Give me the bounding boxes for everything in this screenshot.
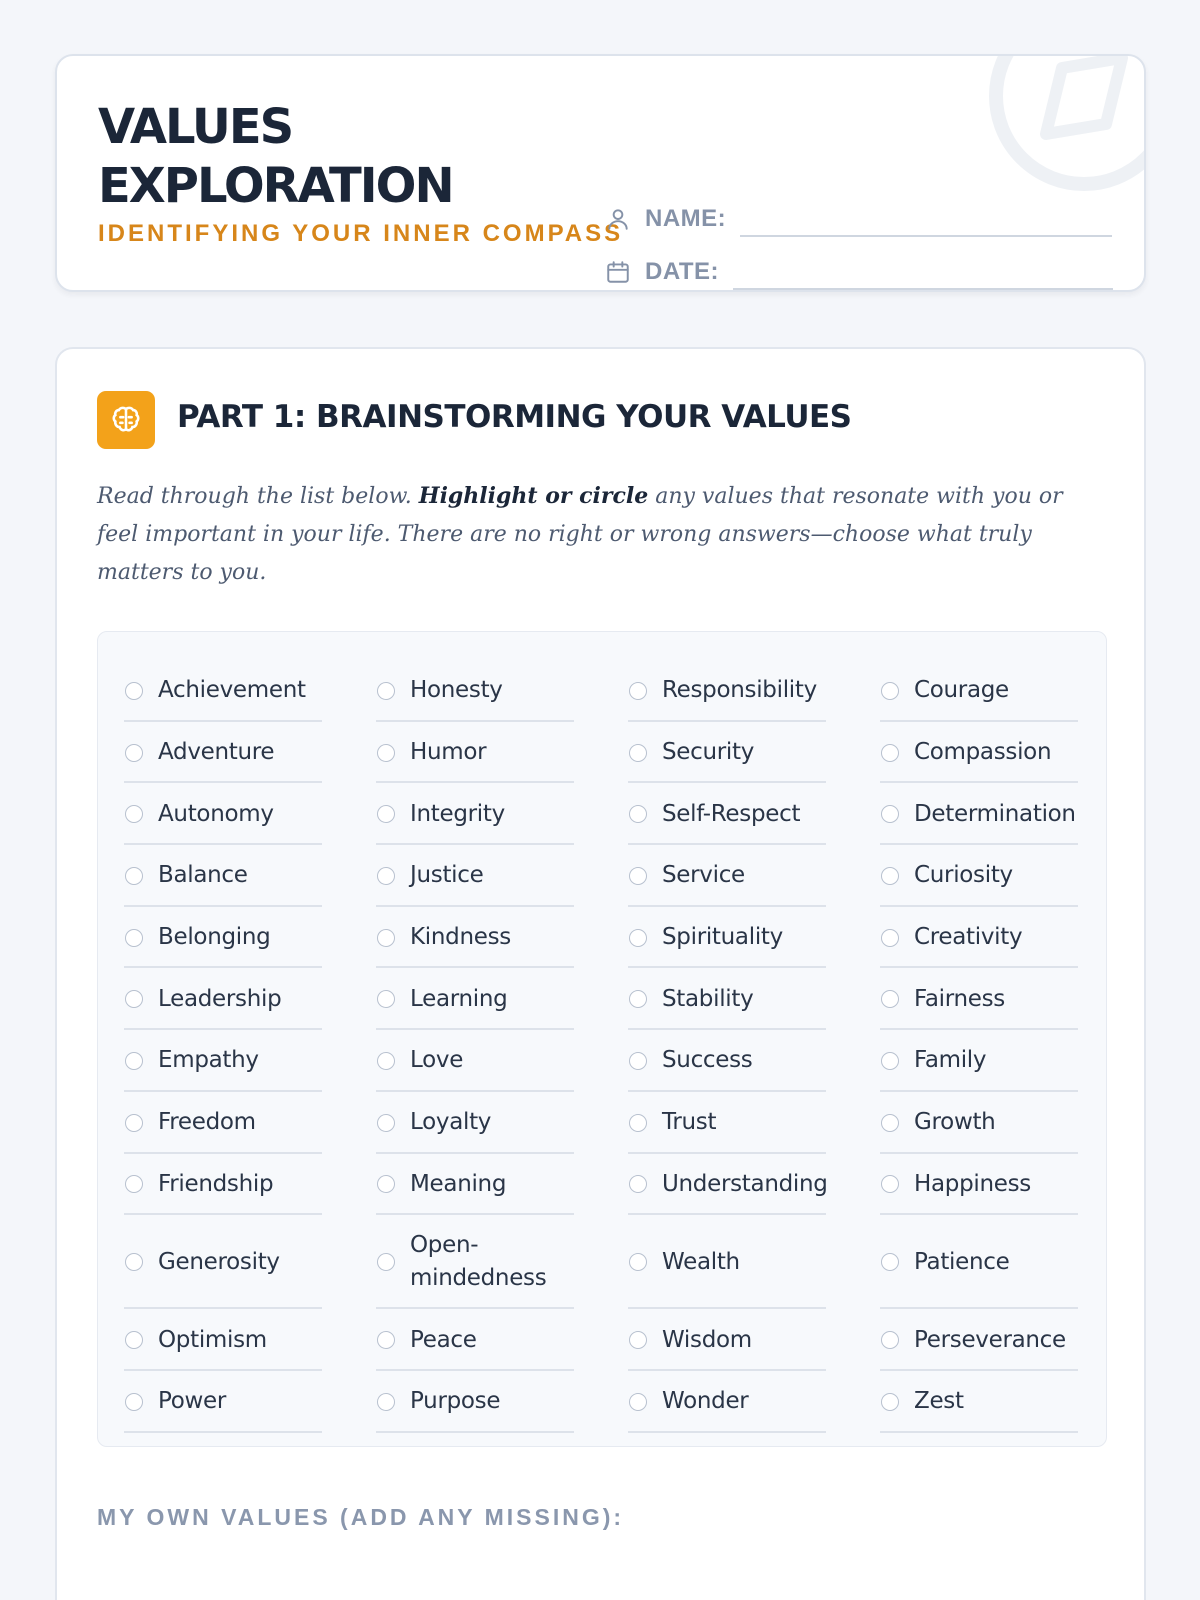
value-label: Service [662,862,745,889]
value-item[interactable] [124,1309,322,1371]
value-checkbox[interactable] [125,805,143,823]
calendar-icon [605,259,631,285]
value-item[interactable] [880,1215,1078,1309]
value-checkbox[interactable] [629,1393,647,1411]
value-label: Honesty [410,677,503,704]
value-item[interactable] [376,1030,574,1092]
value-checkbox[interactable] [881,1253,899,1271]
value-item[interactable] [376,907,574,969]
value-item[interactable] [376,1371,574,1433]
date-input-line[interactable] [733,288,1113,290]
value-item[interactable] [628,1371,826,1433]
part1-instructions [97,477,1077,592]
value-item[interactable] [880,1371,1078,1433]
value-label: Spirituality [662,924,783,951]
value-checkbox[interactable] [881,1393,899,1411]
value-checkbox[interactable] [629,682,647,700]
value-checkbox[interactable] [125,1175,143,1193]
value-checkbox[interactable] [125,1331,143,1349]
value-checkbox[interactable] [629,1253,647,1271]
value-item[interactable] [124,907,322,969]
value-checkbox[interactable] [377,805,395,823]
value-item[interactable] [628,783,826,845]
value-checkbox[interactable] [125,867,143,885]
values-grid [124,660,1080,1433]
date-label: DATE: [645,258,720,285]
value-item[interactable] [628,1154,826,1216]
value-label: Optimism [158,1326,267,1353]
value-item[interactable] [628,1215,826,1309]
value-checkbox[interactable] [629,1331,647,1349]
value-checkbox[interactable] [125,682,143,700]
value-label: Stability [662,985,754,1012]
value-label: Achievement [158,677,306,704]
value-item[interactable] [628,968,826,1030]
value-item[interactable] [628,1030,826,1092]
value-item[interactable] [880,660,1078,722]
value-item[interactable] [124,722,322,784]
value-item[interactable] [880,1092,1078,1154]
value-checkbox[interactable] [125,1114,143,1132]
value-label: Peace [410,1326,477,1353]
value-item[interactable] [124,1030,322,1092]
value-label: Happiness [914,1170,1031,1197]
value-label: Belonging [158,924,271,951]
value-item[interactable] [880,907,1078,969]
value-item[interactable] [628,722,826,784]
value-label: Love [410,1047,464,1074]
value-checkbox[interactable] [125,990,143,1008]
part1-card [55,347,1146,1600]
value-checkbox[interactable] [377,744,395,762]
value-checkbox[interactable] [125,1393,143,1411]
value-item[interactable] [124,1371,322,1433]
value-checkbox[interactable] [629,929,647,947]
title-line-1: VALUES [98,99,293,155]
compass-icon [984,54,1146,196]
name-input-line[interactable] [740,235,1112,237]
value-label: Leadership [158,985,282,1012]
value-checkbox[interactable] [377,1052,395,1070]
value-checkbox[interactable] [377,682,395,700]
value-label: Empathy [158,1047,259,1074]
part1-icon-badge [97,391,155,449]
header-card [55,54,1146,292]
value-checkbox[interactable] [881,990,899,1008]
value-checkbox[interactable] [629,805,647,823]
value-label: Integrity [410,800,505,827]
value-checkbox[interactable] [377,929,395,947]
value-checkbox[interactable] [377,867,395,885]
value-item[interactable] [880,722,1078,784]
value-label: Patience [914,1248,1010,1275]
value-checkbox[interactable] [125,1052,143,1070]
instructions-text-end: any values that resonate with you or feel important in your life. There are no right or wrong answers—choose what truly matters to you. [97,484,1063,585]
value-checkbox[interactable] [881,929,899,947]
value-label: Wisdom [662,1326,752,1353]
value-label: Balance [158,862,248,889]
value-label: Determination [914,800,1076,827]
value-checkbox[interactable] [377,990,395,1008]
value-label: Learning [410,985,508,1012]
value-label: Loyalty [410,1109,492,1136]
value-checkbox[interactable] [377,1253,395,1271]
value-label: Zest [914,1388,964,1415]
value-label: Compassion [914,739,1052,766]
value-checkbox[interactable] [629,744,647,762]
value-item[interactable] [628,660,826,722]
value-label: Meaning [410,1170,507,1197]
own-values-label: MY OWN VALUES (ADD ANY MISSING): [97,1504,625,1530]
value-checkbox[interactable] [377,1114,395,1132]
value-label: Creativity [914,924,1023,951]
value-label: Growth [914,1109,996,1136]
value-label: Perseverance [914,1326,1066,1353]
value-checkbox[interactable] [629,1114,647,1132]
value-label: Friendship [158,1170,274,1197]
value-label: Success [662,1047,753,1074]
value-item[interactable] [376,1309,574,1371]
value-checkbox[interactable] [377,1393,395,1411]
value-label: Humor [410,739,487,766]
value-item[interactable] [376,660,574,722]
value-item[interactable] [376,783,574,845]
value-item[interactable] [124,1154,322,1216]
value-item[interactable] [880,1030,1078,1092]
value-label: Wealth [662,1248,740,1275]
user-icon [605,206,631,232]
value-item[interactable] [880,1154,1078,1216]
page-title [98,98,558,216]
date-field-row [605,252,1113,292]
values-list-box [97,631,1107,1447]
value-label: Family [914,1047,987,1074]
value-item[interactable] [376,845,574,907]
value-checkbox[interactable] [629,1052,647,1070]
value-checkbox[interactable] [629,867,647,885]
value-item[interactable] [628,1309,826,1371]
value-label: Open-mindedness [410,1232,547,1292]
value-item[interactable] [628,1092,826,1154]
value-label: Security [662,739,755,766]
value-item[interactable] [376,1215,574,1309]
value-label: Self-Respect [662,800,801,827]
name-label: NAME: [645,205,727,232]
value-checkbox[interactable] [881,805,899,823]
value-checkbox[interactable] [629,990,647,1008]
value-label: Adventure [158,739,275,766]
value-checkbox[interactable] [881,682,899,700]
value-checkbox[interactable] [629,1175,647,1193]
value-label: Freedom [158,1109,256,1136]
value-checkbox[interactable] [125,1253,143,1271]
value-checkbox[interactable] [881,867,899,885]
value-label: Understanding [662,1170,828,1197]
value-checkbox[interactable] [881,1052,899,1070]
value-label: Generosity [158,1248,280,1275]
value-item[interactable] [628,907,826,969]
value-label: Trust [662,1109,717,1136]
value-item[interactable] [376,722,574,784]
name-field-row [605,199,1112,239]
value-item[interactable] [124,660,322,722]
value-checkbox[interactable] [125,744,143,762]
value-item[interactable] [880,783,1078,845]
value-item[interactable] [124,783,322,845]
value-label: Courage [914,677,1009,704]
value-item[interactable] [124,1215,322,1309]
value-item[interactable] [628,845,826,907]
value-checkbox[interactable] [881,1114,899,1132]
value-item[interactable] [124,1092,322,1154]
value-label: Wonder [662,1388,749,1415]
value-label: Fairness [914,985,1005,1012]
value-item[interactable] [376,1154,574,1216]
value-checkbox[interactable] [377,1175,395,1193]
value-checkbox[interactable] [881,744,899,762]
value-checkbox[interactable] [881,1175,899,1193]
value-item[interactable] [124,968,322,1030]
page-subtitle: IDENTIFYING YOUR INNER COMPASS [98,220,624,247]
value-label: Kindness [410,924,511,951]
value-item[interactable] [880,845,1078,907]
value-label: Responsibility [662,677,817,704]
value-item[interactable] [880,1309,1078,1371]
value-checkbox[interactable] [881,1331,899,1349]
value-label: Autonomy [158,800,274,827]
value-label: Curiosity [914,862,1013,889]
value-label: Power [158,1388,227,1415]
part1-title: PART 1: BRAINSTORMING YOUR VALUES [177,399,852,435]
value-item[interactable] [880,968,1078,1030]
title-line-2: EXPLORATION [98,158,453,214]
value-item[interactable] [376,1092,574,1154]
brain-icon [109,403,143,437]
value-checkbox[interactable] [377,1331,395,1349]
value-item[interactable] [376,968,574,1030]
instructions-emphasis: Highlight or circle [418,483,649,509]
value-label: Justice [410,862,484,889]
value-item[interactable] [124,845,322,907]
instructions-text-start: Read through the list below. [97,484,419,509]
value-label: Purpose [410,1388,501,1415]
value-checkbox[interactable] [125,929,143,947]
